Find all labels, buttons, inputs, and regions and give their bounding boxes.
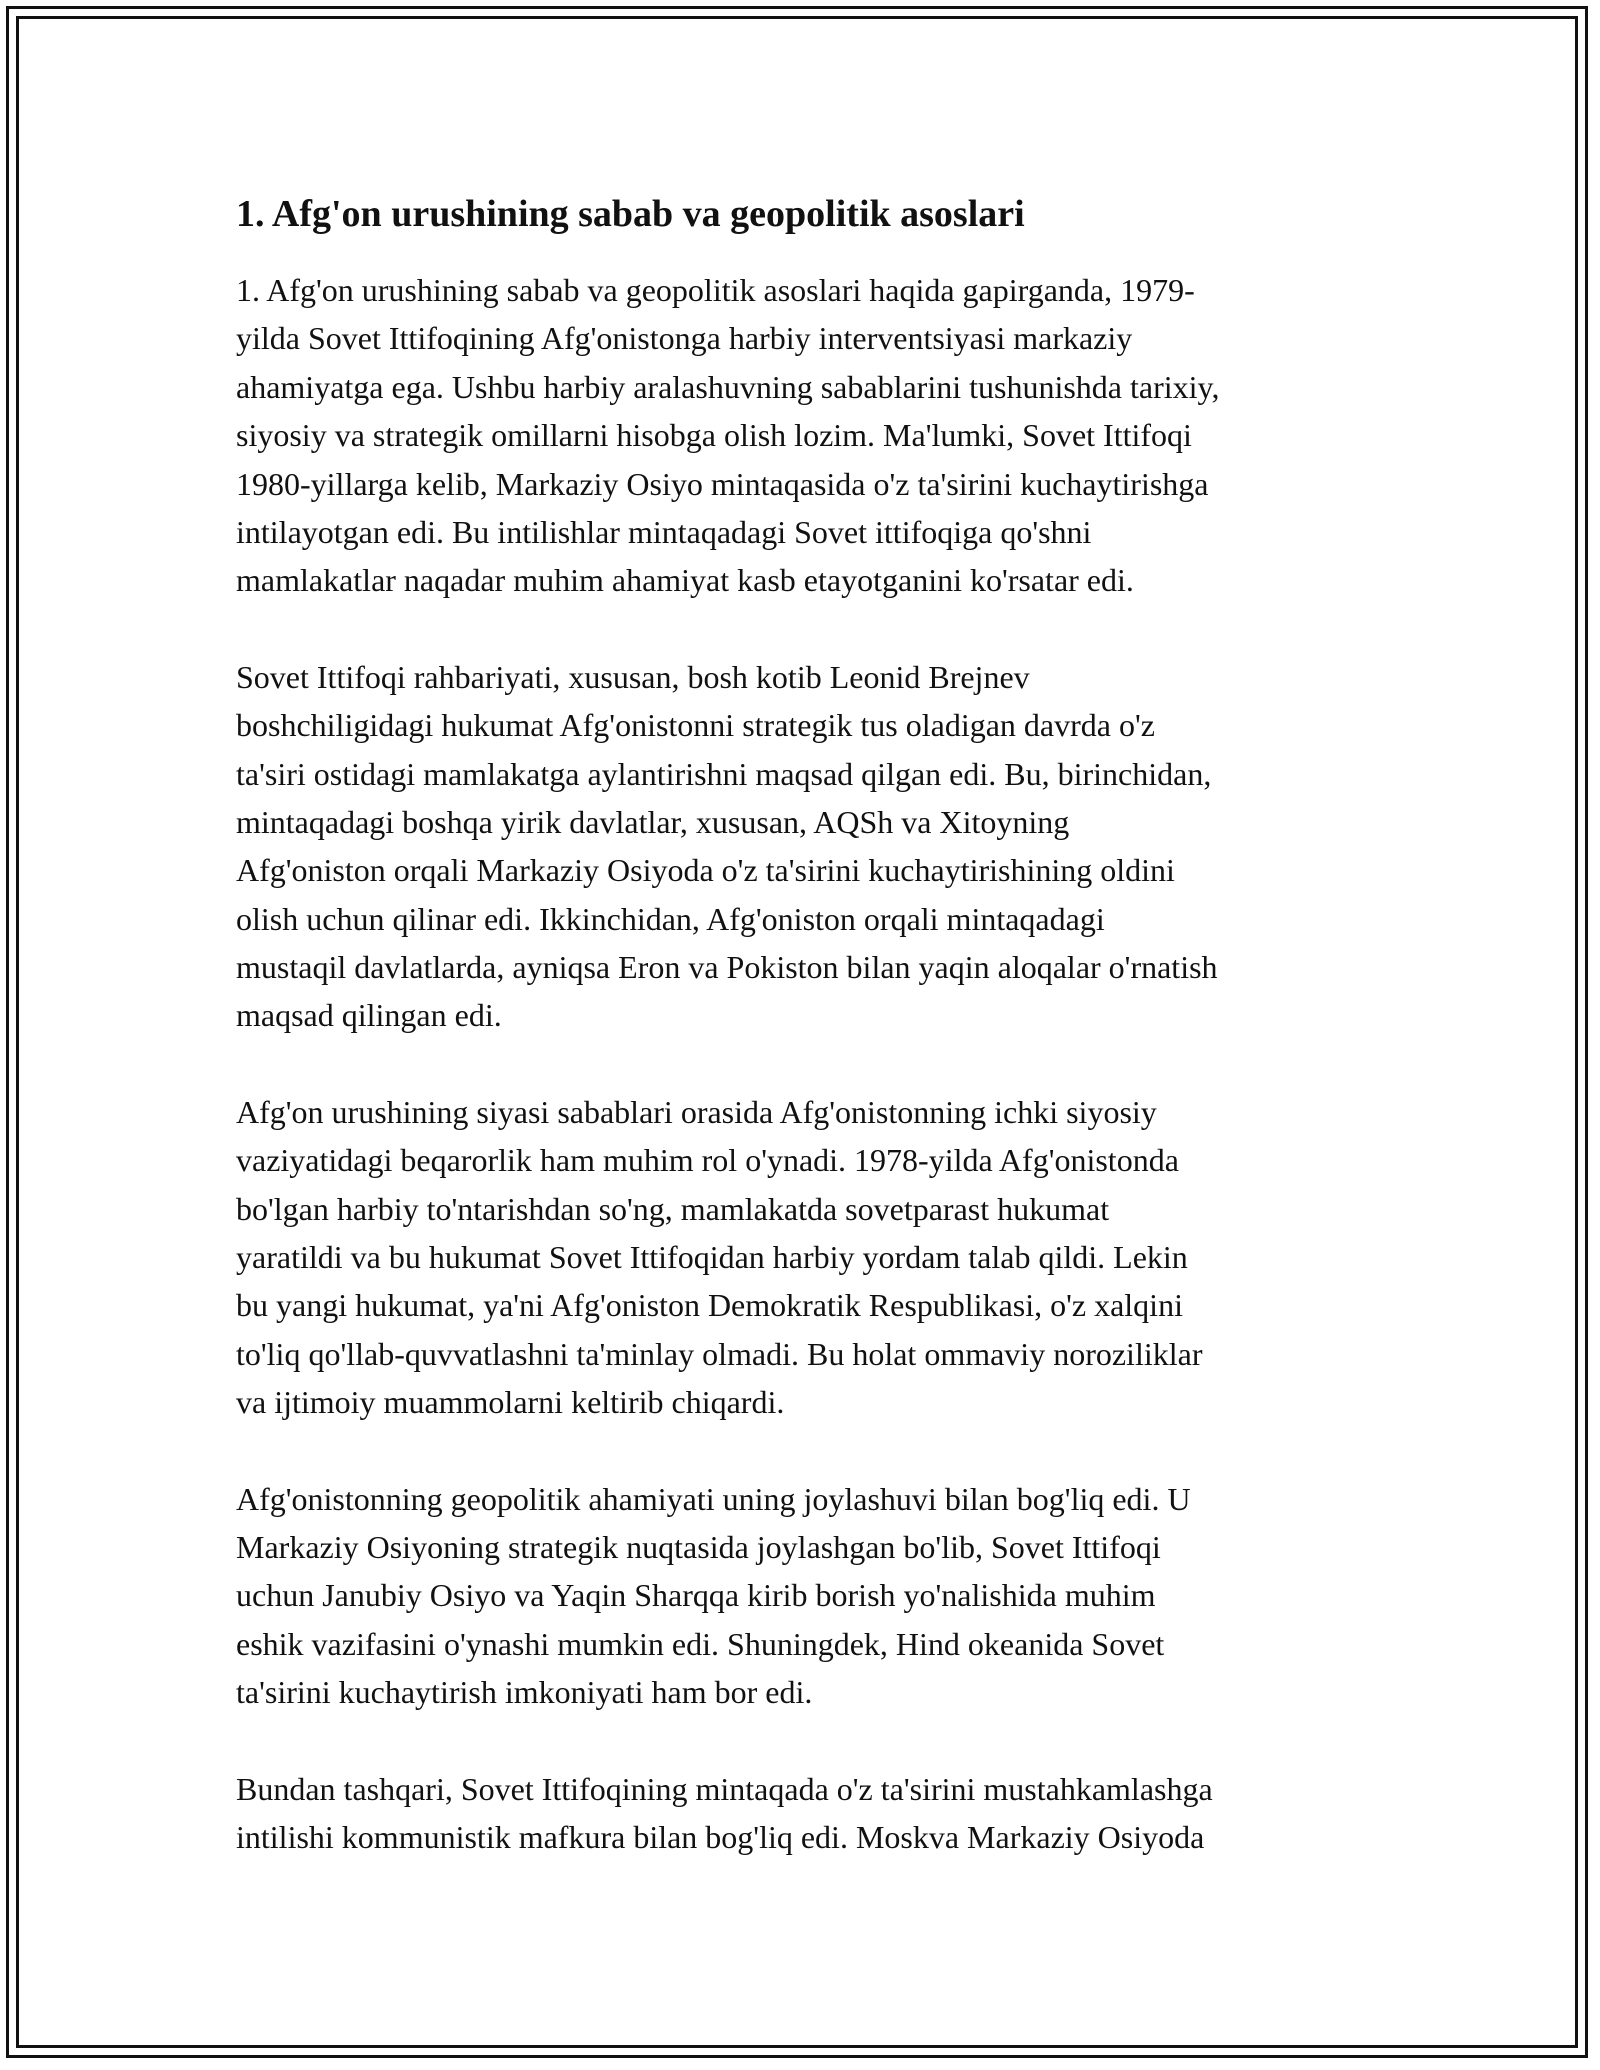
text-line: va ijtimoiy muammolarni keltirib chiqardi.: [236, 1384, 785, 1421]
text-line: to'liq qo'llab-quvvatlashni ta'minlay olmadi. Bu holat ommaviy noroziliklar: [236, 1335, 1203, 1372]
text-line: eshik vazifasini o'ynashi mumkin edi. Shuningdek, Hind okeanida Sovet: [236, 1625, 1165, 1662]
text-line: mamlakatlar naqadar muhim ahamiyat kasb etayotganini ko'rsatar edi.: [236, 562, 1134, 599]
text-line: ta'sirini kuchaytirish imkoniyati ham bor edi.: [236, 1674, 813, 1711]
text-line: intilishi kommunistik mafkura bilan bog'liq edi. Moskva Markaziy Osiyoda: [236, 1818, 1205, 1855]
text-line: Markaziy Osiyoning strategik nuqtasida joylashgan bo'lib, Sovet Ittifoqi: [236, 1528, 1161, 1565]
text-line: yilda Sovet Ittifoqining Afg'onistonga harbiy interventsiyasi markaziy: [236, 320, 1133, 357]
text-line: Sovet Ittifoqi rahbariyati, xususan, bosh kotib Leonid Brejnev: [236, 658, 1030, 695]
text-line: ta'siri ostidagi mamlakatga aylantirishni maqsad qilgan edi. Bu, birinchidan,: [236, 755, 1212, 792]
text-line: ahamiyatga ega. Ushbu harbiy aralashuvning sabablarini tushunishda tarixiy,: [236, 368, 1220, 405]
text-line: boshchiligidagi hukumat Afg'onistonni strategik tus oladigan davrda o'z: [236, 707, 1155, 744]
text-line: Afg'oniston orqali Markaziy Osiyoda o'z ta'sirini kuchaytirishining oldini: [236, 852, 1175, 889]
paragraph-2: [236, 653, 1376, 1040]
paragraph-5: [236, 1765, 1376, 1862]
text-line: uchun Janubiy Osiyo va Yaqin Sharqqa kirib borish yo'nalishida muhim: [236, 1577, 1156, 1614]
text-line: 1. Afg'on urushining sabab va geopolitik asoslari haqida gapirganda, 1979-: [236, 272, 1195, 308]
text-line: yaratildi va bu hukumat Sovet Ittifoqidan harbiy yordam talab qildi. Lekin: [236, 1239, 1188, 1276]
text-line: vaziyatidagi beqarorlik ham muhim rol o'ynadi. 1978-yilda Afg'onistonda: [236, 1142, 1179, 1179]
text-line: bo'lgan harbiy to'ntarishdan so'ng, mamlakatda sovetparast hukumat: [236, 1190, 1110, 1227]
paragraph-1: [236, 266, 1376, 605]
text-line: mintaqadagi boshqa yirik davlatlar, xususan, AQSh va Xitoyning: [236, 803, 1070, 840]
section-heading: 1. Afg'on urushining sabab va geopolitik asoslari: [236, 193, 1025, 235]
paragraph-3: [236, 1088, 1376, 1427]
text-line: intilayotgan edi. Bu intilishlar mintaqadagi Sovet ittifoqiga qo'shni: [236, 513, 1092, 550]
paragraph-4: [236, 1475, 1376, 1717]
text-line: mustaqil davlatlarda, ayniqsa Eron va Pokiston bilan yaqin aloqalar o'rnatish: [236, 949, 1218, 986]
text-line: bu yangi hukumat, ya'ni Afg'oniston Demokratik Respublikasi, o'z xalqini: [236, 1287, 1183, 1324]
text-line: siyosiy va strategik omillarni hisobga olish lozim. Ma'lumki, Sovet Ittifoqi: [236, 417, 1192, 454]
text-line: Bundan tashqari, Sovet Ittifoqining mintaqada o'z ta'sirini mustahkamlashga: [236, 1770, 1213, 1807]
text-line: 1980-yillarga kelib, Markaziy Osiyo mintaqasida o'z ta'sirini kuchaytirishga: [236, 465, 1209, 502]
text-line: olish uchun qilinar edi. Ikkinchidan, Afg'oniston orqali mintaqadagi: [236, 900, 1105, 937]
text-line: Afg'onistonning geopolitik ahamiyati uning joylashuvi bilan bog'liq edi. U: [236, 1480, 1191, 1517]
text-line: maqsad qilingan edi.: [236, 997, 502, 1034]
text-line: Afg'on urushining siyasi sabablari orasida Afg'onistonning ichki siyosiy: [236, 1093, 1157, 1130]
document-body: [236, 190, 1376, 1909]
